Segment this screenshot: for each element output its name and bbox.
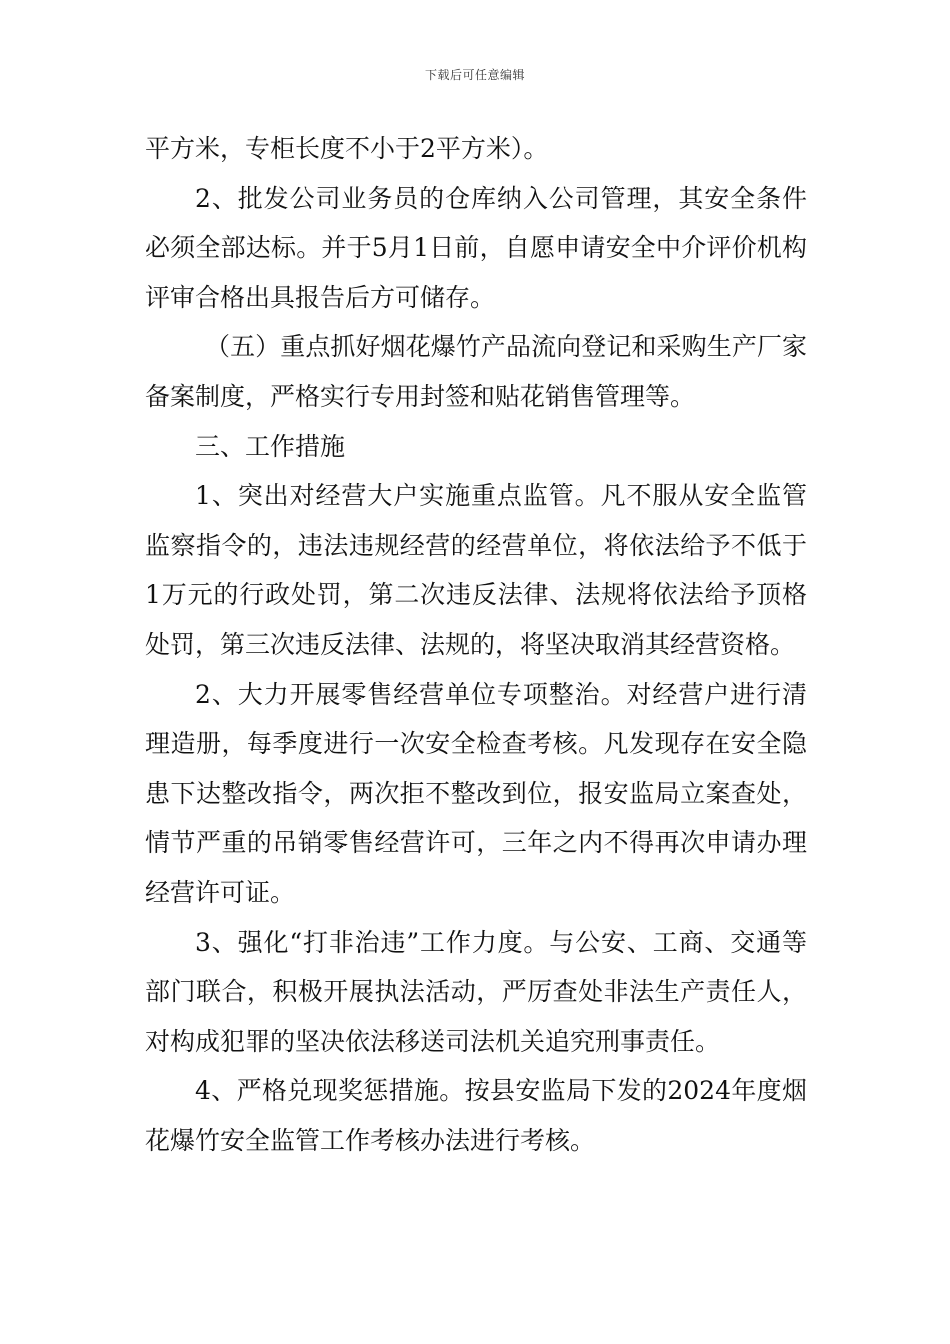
- paragraph-measure-2: 2、大力开展零售经营单位专项整治。对经营户进行清理造册，每季度进行一次安全检查考核。凡发现存在安全隐患下达整改指令，两次拒不整改到位，报安监局立案查处，情节严重的吊销零售经营许可，三年之内不得再次申请办理经营许可证。: [145, 679, 807, 907]
- section-heading-measures: 三、工作措施: [195, 431, 346, 461]
- paragraph-measure-3: 3、强化“打非治违”工作力度。与公安、工商、交通等部门联合，积极开展执法活动，严厉查处非法生产责任人，对构成犯罪的坚决依法移送司法机关追究刑事责任。: [145, 927, 807, 1056]
- paragraph-measure-1: 1、突出对经营大户实施重点监管。凡不服从安全监管监察指令的，违法违规经营的经营单位，将依法给予不低于1万元的行政处罚，第二次违反法律、法规将依法给予顶格处罚，第三次违反法律、法规的，将坚决取消其经营资格。: [145, 481, 807, 659]
- document-body: [145, 124, 807, 1165]
- paragraph-warehouse: 2、批发公司业务员的仓库纳入公司管理，其安全条件必须全部达标。并于5月1日前，自愿申请安全中介评价机构评审合格出具报告后方可储存。: [145, 183, 807, 312]
- paragraph-section-five: （五）重点抓好烟花爆竹产品流向登记和采购生产厂家备案制度，严格实行专用封签和贴花销售管理等。: [145, 332, 807, 411]
- page-header-note: 下载后可任意编辑: [424, 68, 525, 82]
- paragraph-continuation: 平方米，专柜长度不小于2平方米）。: [145, 134, 549, 163]
- paragraph-measure-4: 4、严格兑现奖惩措施。按县安监局下发的2024年度烟花爆竹安全监管工作考核办法进行考核。: [145, 1076, 807, 1155]
